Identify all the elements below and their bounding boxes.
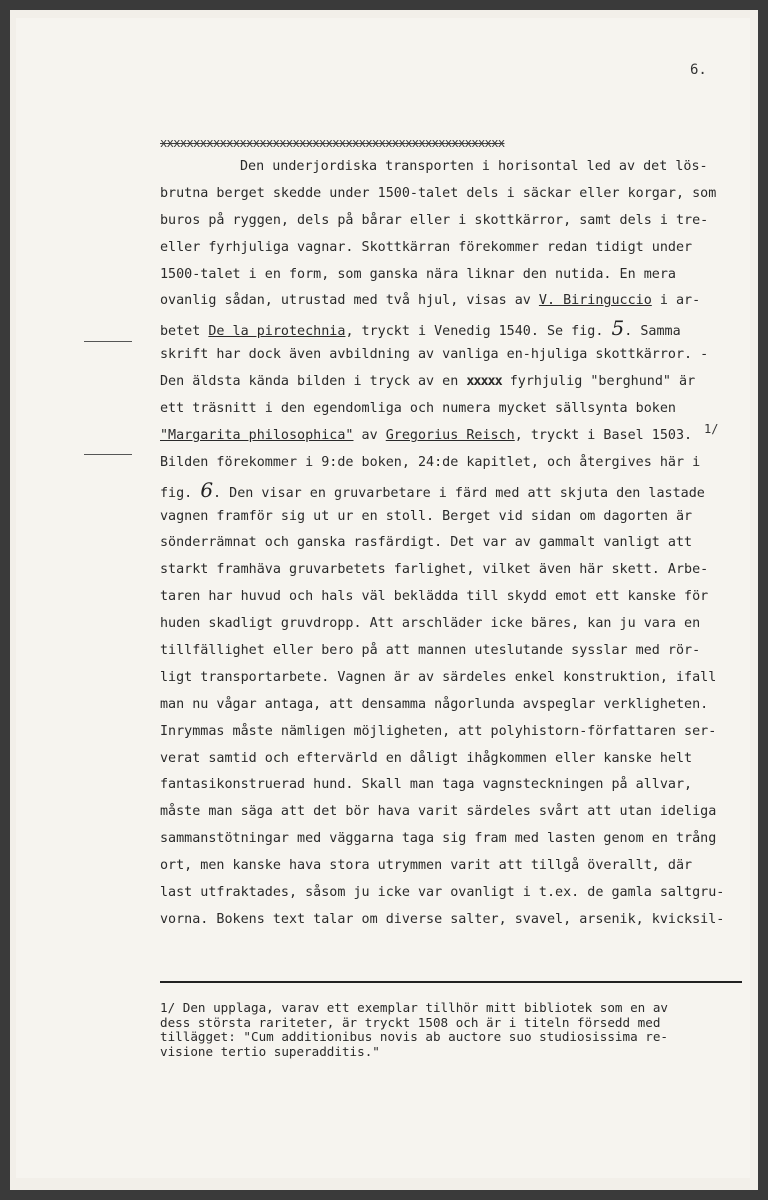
footnote-line: dess största rariteter, är tryckt 1508 och är i titeln försedd med (160, 1014, 661, 1030)
body-text (160, 154, 760, 934)
text-line (160, 907, 760, 934)
line-text: Bilden förekommer i 9:de boken, 24:de kapitlet, och återgives här i (160, 454, 701, 470)
text-line (160, 880, 760, 907)
footnote (160, 1001, 750, 1060)
footnote-line: 1/ Den upplaga, varav ett exemplar tillhör mitt bibliotek som en av (160, 1000, 668, 1015)
text-line (160, 423, 760, 450)
line-text: i ar- (651, 293, 701, 309)
footnote-line: visione tertio superadditis." (160, 1044, 380, 1060)
line-text: ligt transportarbete. Vagnen är av särdeles enkel konstruktion, ifall (160, 669, 717, 685)
line-text: man nu vågar antaga, att densamma någorlunda avspeglar verkligheten. (160, 696, 709, 712)
text-line (160, 853, 760, 880)
text-line (160, 208, 760, 235)
underlined-title: V. Biringuccio (538, 293, 652, 309)
handwritten-figure-number: 5 (611, 316, 625, 341)
line-text: fantasikonstruerad hund. Skall man taga vagnsteckningen på allvar, (160, 777, 693, 793)
line-text: ovanlig sådan, utrustad med två hjul, visas av (160, 293, 539, 309)
line-text: av (353, 427, 386, 443)
line-text: fyrhjulig "berghund" är (501, 374, 696, 390)
line-text: vagnen framför sig ut ur en stoll. Berget vid sidan om dagorten är (160, 508, 693, 524)
text-line (160, 477, 760, 504)
line-text: brutna berget skedde under 1500-talet dels i säckar eller korgar, som (160, 185, 717, 201)
line-text: Den underjordiska transporten i horisontal led av det lös- (240, 159, 708, 174)
line-text: taren har huvud och hals väl beklädda till skydd emot ett kanske för (160, 589, 709, 605)
text-line (160, 315, 760, 342)
text-line (160, 235, 760, 262)
text-line (160, 584, 760, 611)
typed-strikeout: xxxxx (466, 374, 502, 390)
text-line (160, 450, 760, 477)
line-text: huden skadligt gruvdropp. Att arschläder icke bäres, kan ju vara en (160, 616, 701, 632)
line-text: ett träsnitt i den egendomliga och numera mycket sällsynta boken (160, 401, 676, 417)
line-text: vorna. Bokens text talar om diverse salter, svavel, arsenik, kvicksil- (160, 911, 725, 927)
struck-heading: xxxxxxxxxxxxxxxxxxxxxxxxxxxxxxxxxxxxxxxxxxxxxxxxxxxx (160, 136, 505, 150)
text-line (160, 772, 760, 799)
line-text: eller fyrhjuliga vagnar. Skottkärran förekommer redan tidigt under (160, 239, 693, 255)
line-text: tillfällighet eller bero på att mannen uteslutande sysslar med rör- (160, 643, 701, 659)
line-text: , tryckt i Basel 1503. (514, 427, 693, 443)
text-line (160, 262, 760, 289)
text-line (160, 369, 760, 396)
text-line (160, 719, 760, 746)
line-text: måste man säga att det bör hava varit särdeles svårt att utan ideliga (160, 804, 717, 820)
handwritten-figure-number: 6 (200, 477, 214, 502)
text-line (160, 181, 760, 208)
line-text: ort, men kanske hava stora utrymmen varit att tillgå överallt, där (160, 858, 693, 874)
line-text: Inrymmas måste nämligen möjligheten, att polyhistorn-författaren ser- (160, 723, 717, 739)
line-text: verat samtid och eftervärld en dåligt ihågkommen eller kanske helt (160, 750, 693, 766)
text-line (160, 530, 760, 557)
line-text: sammanstötningar med väggarna taga sig fram med lasten genom en trång (160, 831, 717, 847)
text-line (160, 288, 760, 315)
text-line (160, 504, 760, 531)
text-line (160, 154, 760, 181)
line-text: . Samma (624, 324, 681, 340)
page-number: 6. (690, 62, 707, 78)
line-text: . Den visar en gruvarbetare i färd med att skjuta den lastade (213, 485, 705, 501)
underlined-title: "Margarita philosophica" (160, 427, 354, 443)
margin-mark-1 (84, 341, 132, 342)
text-line (160, 638, 760, 665)
text-line (160, 342, 760, 369)
margin-mark-2 (84, 454, 132, 455)
line-text: skrift har dock även avbildning av vanliga en-hjuliga skottkärror. - (160, 347, 709, 363)
line-text: sönderrämnat och ganska rasfärdigt. Det var av gammalt vanligt att (160, 535, 693, 551)
line-text: Den äldsta kända bilden i tryck av en (160, 374, 467, 390)
line-text: 1500-talet i en form, som ganska nära liknar den nutida. En mera (160, 266, 676, 282)
line-text: , tryckt i Venedig 1540. Se fig. (345, 324, 612, 340)
text-line (160, 746, 760, 773)
line-text: buros på ryggen, dels på bårar eller i skottkärror, samt dels i tre- (160, 212, 709, 228)
text-line (160, 557, 760, 584)
underlined-title: De la pirotechnia (208, 324, 346, 340)
text-line (160, 692, 760, 719)
line-text: fig. (160, 485, 201, 501)
footnote-reference-marker: 1/ (704, 422, 719, 436)
footnote-divider (160, 981, 742, 983)
text-line (160, 611, 760, 638)
text-line (160, 396, 760, 423)
underlined-author: Gregorius Reisch (385, 427, 515, 443)
text-line (160, 799, 760, 826)
line-text: betet (160, 324, 209, 340)
text-line (160, 826, 760, 853)
line-text: starkt framhäva gruvarbetets farlighet, vilket även här skett. Arbe- (160, 562, 709, 578)
line-text: last utfraktades, såsom ju icke var ovanligt i t.ex. de gamla saltgru- (160, 885, 725, 901)
text-line (160, 665, 760, 692)
footnote-line: tillägget: "Cum additionibus novis ab auctore suo studiosissima re- (160, 1029, 668, 1045)
